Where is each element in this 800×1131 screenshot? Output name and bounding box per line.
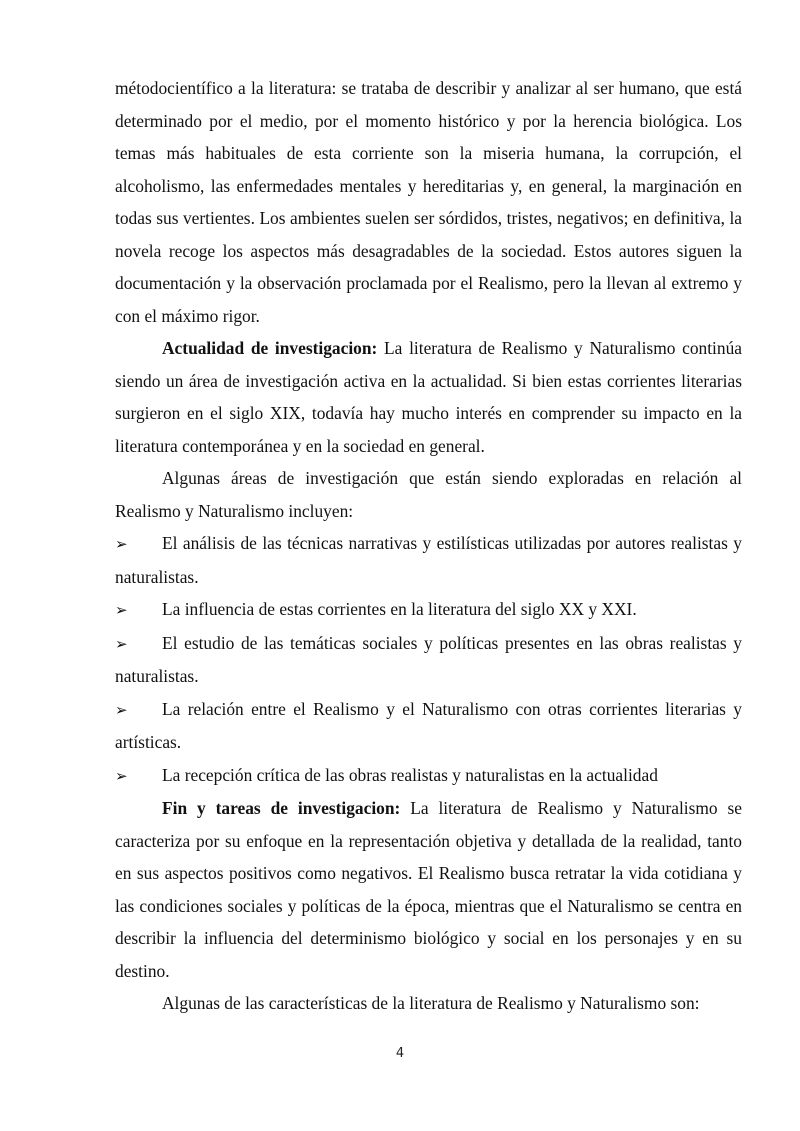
list-item-text: El análisis de las técnicas narrativas y estilísticas utilizadas por autores realistas y naturalistas. (115, 533, 742, 587)
text-actualidad: La literatura de Realismo y Naturalismo continúa siendo un área de investigación activa en la actualidad. Si bien estas corrientes literarias surgieron en el siglo XIX, todavía hay mucho interés en comprender su impacto en la literatura contemporánea y en la sociedad en general. (115, 338, 742, 456)
list-item (115, 759, 742, 793)
list-item (115, 627, 742, 693)
list-item-text: La recepción crítica de las obras realistas y naturalistas en la actualidad (162, 764, 658, 785)
document-body (115, 72, 742, 1020)
paragraph-areas: Algunas áreas de investigación que están siendo exploradas en relación al Realismo y Naturalismo incluyen: (115, 468, 742, 521)
paragraph-fin (115, 792, 742, 987)
arrow-bullet-icon: ➢ (115, 535, 128, 553)
list-item (115, 593, 742, 627)
arrow-bullet-icon: ➢ (115, 700, 128, 719)
paragraph-actualidad (115, 332, 742, 462)
list-item (115, 527, 742, 593)
list-item-text: La relación entre el Realismo y el Naturalismo con otras corrientes literarias y artísticas. (115, 698, 742, 752)
paragraph-caracteristicas: Algunas de las características de la literatura de Realismo y Naturalismo son: (162, 993, 700, 1013)
arrow-bullet-icon: ➢ (115, 766, 128, 785)
page-number: 4 (395, 1046, 405, 1061)
heading-fin: Fin y tareas de investigacion: (162, 798, 401, 818)
heading-actualidad: Actualidad de investigacion: (162, 338, 378, 358)
list-item (115, 693, 742, 759)
text-fin: La literatura de Realismo y Naturalismo se caracteriza por su enfoque en la representación objetiva y detallada de la realidad, tanto en sus aspectos positivos como negativos. El Realismo busca retratar la vida cotidiana y las condiciones sociales y políticas de la época, mientras que el Naturalismo se centra en describir la influencia del determinismo biológico y social en los personajes y en su destino. (115, 798, 742, 981)
arrow-bullet-icon: ➢ (115, 634, 128, 653)
list-item-text: El estudio de las temáticas sociales y políticas presentes en las obras realistas y naturalistas. (115, 632, 742, 686)
paragraph-naturalismo: métodocientífico a la literatura: se trataba de describir y analizar al ser humano, que está determinado por el medio, por el momento histórico y por la herencia biológica. Los temas más habituales de esta corriente son la miseria humana, la corrupción, el alcoholismo, las enfermedades mentales y hereditarias y, en general, la marginación en todas sus vertientes. Los ambientes suelen ser sórdidos, tristes, negativos; en definitiva, la novela recoge los aspectos más desagradables de la sociedad. Estos autores siguen la documentación y la observación proclamada por el Realismo, pero la llevan al extremo y con el máximo rigor. (115, 78, 742, 326)
arrow-bullet-icon: ➢ (115, 601, 128, 619)
list-item-text: La influencia de estas corrientes en la literatura del siglo XX y XXI. (162, 599, 637, 619)
